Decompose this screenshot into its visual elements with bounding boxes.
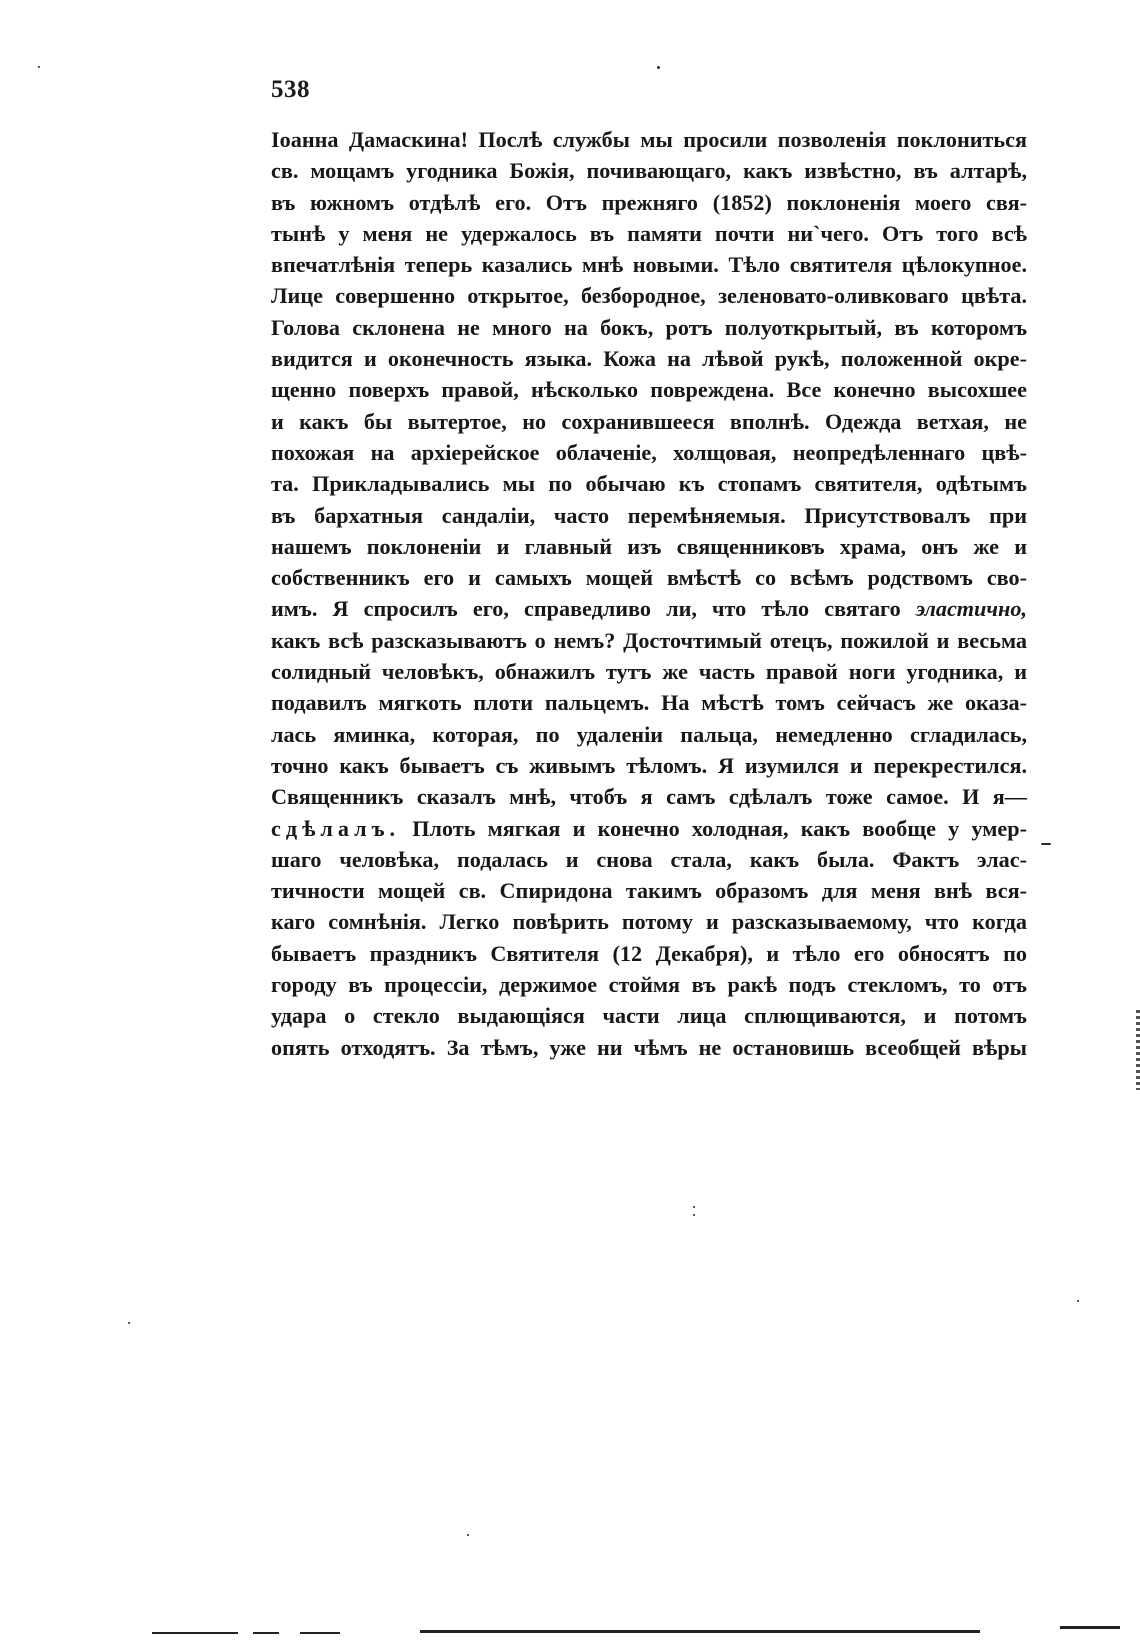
text-line: бываетъ праздникъ Святителя (12 Декабря), и тѣло его обносятъ по [271, 940, 1027, 966]
text-line: подавилъ мягкоть плоти пальцемъ. На мѣстѣ томъ сейчасъ же оказа- [271, 690, 1027, 716]
scan-bottom-line [1060, 1626, 1120, 1629]
scan-speck [693, 1206, 695, 1208]
scan-speck [38, 66, 40, 68]
text-line: лась яминка, которая, по удаленіи пальца, немедленно сгладилась, [271, 721, 1027, 747]
page-number: 538 [271, 76, 310, 103]
scan-speck [128, 1322, 130, 1324]
scan-bottom-line [152, 1632, 238, 1634]
scan-bottom-line [420, 1630, 980, 1633]
text-line: каго сомнѣнія. Легко повѣрить потому и разсказываемому, что когда [271, 909, 1027, 935]
scan-speck [1077, 1300, 1079, 1302]
scan-speck [1041, 843, 1051, 845]
text-line: удара о стекло выдающіяся части лица сплющиваются, и потомъ [271, 1003, 1027, 1029]
text-line: св. мощамъ угодника Божія, почивающаго, какъ извѣстно, въ алтарѣ, [271, 158, 1027, 184]
text-line: въ бархатныя сандаліи, часто перемѣняемыя. Присутствовалъ при [271, 502, 1027, 528]
text-line: и какъ бы вытертое, но сохранившееся вполнѣ. Одежда ветхая, не [271, 408, 1027, 434]
text-line: тынѣ у меня не удержалось въ памяти почти ни`чего. Отъ того всѣ [271, 220, 1027, 246]
text-line: городу въ процессіи, держимое стоймя въ ракѣ подъ стекломъ, то отъ [271, 972, 1027, 998]
scan-bottom-line [300, 1632, 340, 1634]
text-line: Священникъ сказалъ мнѣ, чтобъ я самъ сдѣлалъ тоже самое. И я— [271, 784, 1027, 810]
text-line: какъ всѣ разсказываютъ о немъ? Досточтимый отецъ, пожилой и весьма [271, 627, 1027, 653]
text-line: впечатлѣнія теперь казались мнѣ новыми. Тѣло святителя цѣлокупное. [271, 252, 1027, 278]
text-line: собственникъ его и самыхъ мощей вмѣстѣ со всѣмъ родствомъ сво- [271, 565, 1027, 591]
text-line: Голова склонена не много на бокъ, ротъ полуоткрытый, въ которомъ [271, 314, 1027, 340]
text-line: въ южномъ отдѣлѣ его. Отъ прежняго (1852) поклоненія моего свя- [271, 189, 1027, 215]
scan-speck [693, 1214, 695, 1216]
text-line-part: имъ. Я спросилъ его, справедливо ли, что тѣло святаго [271, 596, 901, 622]
spaced-word: сдѣлалъ. [271, 815, 401, 841]
text-line: точно какъ бываетъ съ живымъ тѣломъ. Я изумился и перекрестился. [271, 752, 1027, 778]
text-line: опять отходятъ. За тѣмъ, уже ни чѣмъ не остановишь всеобщей вѣры [271, 1034, 1027, 1060]
text-line: Іоанна Дамаскина! Послѣ службы мы просили позволенія поклониться [271, 127, 1027, 152]
body-text [271, 124, 1027, 1063]
text-line: похожая на архіерейское облаченіе, холщовая, неопредѣленнаго цвѣ- [271, 439, 1027, 465]
text-line: видится и оконечность языка. Кожа на лѣвой рукѣ, положенной окре- [271, 346, 1027, 372]
text-line: щенно поверхъ правой, нѣсколько повреждена. Все конечно высохшее [271, 377, 1027, 403]
text-line: Лице совершенно открытое, безбородное, зеленовато-оливковаго цвѣта. [271, 283, 1027, 309]
text-line-with-spacing [271, 813, 1027, 844]
scan-edge [1136, 1010, 1140, 1090]
text-line: шаго человѣка, подалась и снова стала, какъ была. Фактъ элас- [271, 846, 1027, 872]
scan-speck [467, 1534, 469, 1536]
text-line: солидный человѣкъ, обнажилъ тутъ же часть правой ноги угодника, и [271, 659, 1027, 685]
scan-bottom-line [253, 1632, 279, 1634]
text-line: нашемъ поклоненіи и главный изъ священниковъ храма, онъ же и [271, 533, 1027, 559]
text-line: тичности мощей св. Спиридона такимъ образомъ для меня внѣ вся- [271, 878, 1027, 904]
scan-speck [657, 66, 660, 69]
text-line: та. Прикладывались мы по обычаю къ стопамъ святителя, одѣтымъ [271, 471, 1027, 497]
text-line-part: Плоть мягкая и конечно холодная, какъ вообще у умер- [412, 815, 1027, 841]
text-line-with-emphasis [271, 593, 1027, 624]
emphasized-word: эластично, [915, 596, 1027, 622]
